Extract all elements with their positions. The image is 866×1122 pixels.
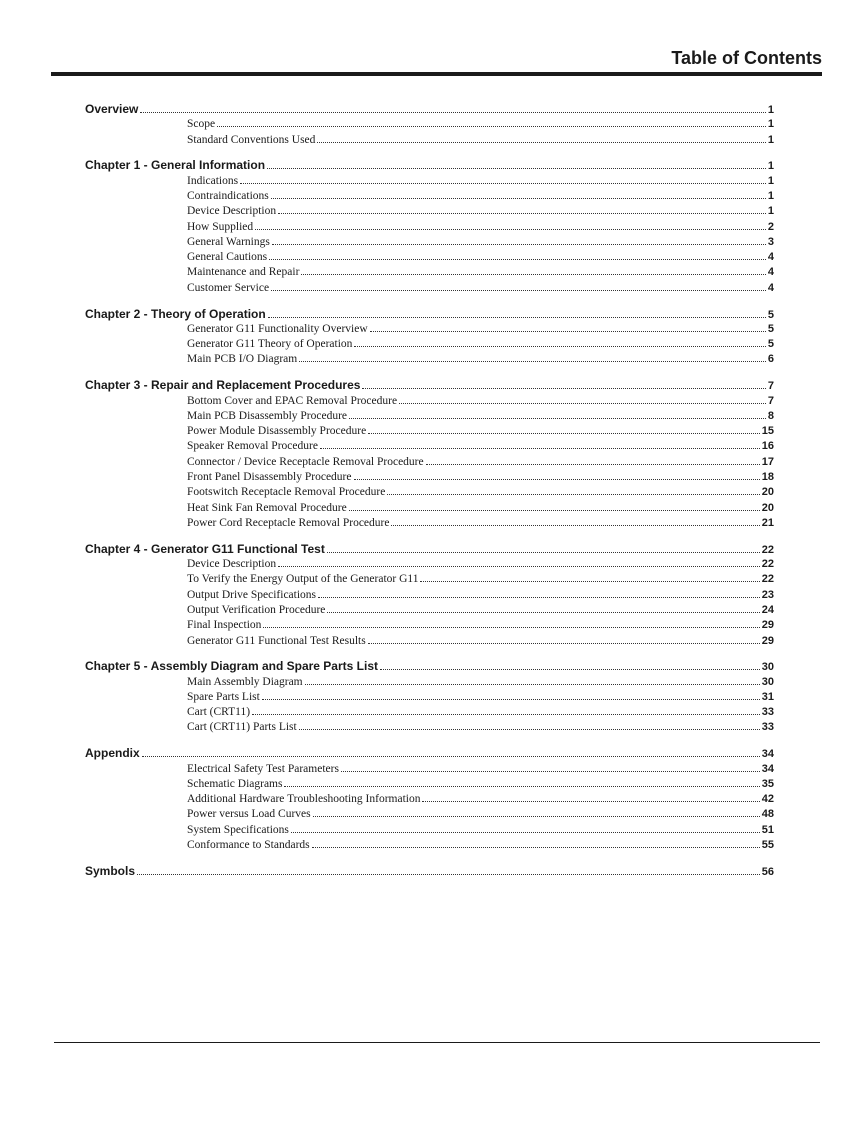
toc-entry[interactable] — [85, 516, 774, 531]
toc-entry-title: Front Panel Disassembly Procedure — [187, 471, 352, 484]
toc-chapter-heading-title: Chapter 1 - General Information — [85, 158, 266, 173]
toc-entry[interactable] — [85, 675, 774, 690]
toc-entry-title: To Verify the Energy Output of the Generator G11 — [187, 573, 419, 586]
dot-leader — [354, 346, 765, 347]
toc-entry-page-number: 1 — [767, 133, 774, 146]
toc-entry-page-number: 1 — [767, 189, 774, 202]
toc-entry[interactable] — [85, 409, 774, 424]
dot-leader — [387, 494, 759, 495]
toc-entry-page-number: 34 — [761, 762, 774, 775]
toc-entry-title: Device Description — [187, 205, 277, 218]
dot-leader — [262, 699, 760, 700]
toc-chapter-heading-page-number: 1 — [767, 160, 774, 173]
footer-rule — [54, 1042, 820, 1043]
toc-entry-page-number: 15 — [761, 425, 774, 438]
dot-leader — [305, 684, 760, 685]
toc-entry-title: How Supplied — [187, 220, 254, 233]
dot-leader — [278, 566, 760, 567]
toc-entry-title: Cart (CRT11) Parts List — [187, 721, 297, 734]
toc-entry-page-number: 1 — [767, 118, 774, 131]
dot-leader — [380, 669, 760, 670]
toc-chapter-heading-title: Chapter 2 - Theory of Operation — [85, 306, 266, 321]
dot-leader — [317, 142, 765, 143]
toc-entry-title: Main PCB I/O Diagram — [187, 353, 298, 366]
toc-section — [85, 102, 774, 148]
toc-entry-page-number: 1 — [767, 174, 774, 187]
toc-entry-page-number: 20 — [761, 501, 774, 514]
toc-entry[interactable] — [85, 281, 774, 296]
toc-entry-title: General Warnings — [187, 235, 270, 248]
toc-entry[interactable] — [85, 424, 774, 439]
dot-leader — [217, 126, 766, 127]
dot-leader — [320, 448, 760, 449]
toc-entry-title: Main Assembly Diagram — [187, 675, 303, 688]
toc-entry-page-number: 1 — [767, 205, 774, 218]
toc-entry-page-number: 7 — [767, 394, 774, 407]
toc-entry-page-number: 20 — [761, 486, 774, 499]
toc-entry-title: Power Cord Receptacle Removal Procedure — [187, 516, 390, 529]
toc-chapter-heading-title: Overview — [85, 102, 139, 116]
dot-leader — [312, 847, 760, 848]
toc-entry-page-number: 31 — [761, 690, 774, 703]
toc-chapter-heading-title: Appendix — [85, 746, 140, 761]
dot-leader — [271, 290, 766, 291]
toc-entry-page-number: 33 — [761, 721, 774, 734]
toc-chapter-heading[interactable] — [85, 659, 774, 674]
toc-entry-title: Output Drive Specifications — [187, 588, 317, 601]
toc-entry-title: Conformance to Standards — [187, 839, 310, 852]
dot-leader — [391, 525, 759, 526]
toc-entry-page-number: 5 — [767, 322, 774, 335]
toc-entry-title: Maintenance and Repair — [187, 266, 300, 279]
dot-leader — [313, 816, 760, 817]
toc-entry-title: Spare Parts List — [187, 690, 260, 703]
toc-entry-title: Speaker Removal Procedure — [187, 440, 318, 453]
toc-entry[interactable] — [85, 572, 774, 587]
dot-leader — [354, 479, 760, 480]
dot-leader — [299, 729, 760, 730]
toc-section — [85, 542, 774, 649]
toc-entry[interactable] — [85, 720, 774, 735]
toc-entry[interactable] — [85, 204, 774, 219]
toc-entry[interactable] — [85, 807, 774, 822]
page-title: Table of Contents — [671, 48, 822, 68]
dot-leader — [426, 464, 760, 465]
toc-chapter-heading-page-number: 7 — [767, 380, 774, 393]
toc-entry[interactable] — [85, 174, 774, 189]
dot-leader — [362, 388, 765, 389]
toc-section — [85, 864, 774, 879]
toc-chapter-heading[interactable] — [85, 378, 774, 393]
dot-leader — [341, 771, 760, 772]
toc-entry[interactable] — [85, 792, 774, 807]
toc-chapter-heading-page-number: 1 — [767, 104, 774, 116]
toc-entry-title: Generator G11 Functionality Overview — [187, 322, 368, 335]
toc-entry[interactable] — [85, 485, 774, 500]
toc-entry-title: Power versus Load Curves — [187, 808, 311, 821]
toc-chapter-heading[interactable] — [85, 307, 774, 322]
toc-chapter-heading-page-number: 56 — [761, 865, 774, 878]
dot-leader — [422, 801, 759, 802]
dot-leader — [349, 510, 760, 511]
dot-leader — [267, 168, 766, 169]
toc-entry-title: Output Verification Procedure — [187, 603, 326, 616]
toc-entry-page-number: 2 — [767, 220, 774, 233]
toc-entry-title: Connector / Device Receptacle Removal Procedure — [187, 455, 424, 468]
toc-chapter-heading-title: Chapter 5 - Assembly Diagram and Spare Parts List — [85, 659, 378, 674]
dot-leader — [420, 581, 759, 582]
toc-entry-title: Contraindications — [187, 189, 269, 202]
dot-leader — [368, 433, 760, 434]
table-of-contents — [85, 102, 774, 890]
dot-leader — [268, 317, 766, 318]
toc-entry-page-number: 6 — [767, 353, 774, 366]
toc-chapter-heading-title: Symbols — [85, 863, 136, 878]
toc-entry[interactable] — [85, 322, 774, 337]
toc-entry[interactable] — [85, 220, 774, 235]
toc-entry[interactable] — [85, 777, 774, 792]
toc-entry[interactable] — [85, 470, 774, 485]
toc-chapter-heading[interactable] — [85, 102, 774, 117]
toc-entry-page-number: 18 — [761, 471, 774, 484]
toc-entry-page-number: 22 — [761, 558, 774, 571]
toc-entry[interactable] — [85, 394, 774, 409]
dot-leader — [301, 274, 765, 275]
toc-chapter-heading-title: Chapter 4 - Generator G11 Functional Test — [85, 541, 325, 556]
toc-entry-title: Power Module Disassembly Procedure — [187, 425, 367, 438]
toc-chapter-heading[interactable] — [85, 158, 774, 173]
dot-leader — [299, 361, 766, 362]
toc-entry-page-number: 21 — [761, 516, 774, 529]
toc-entry-page-number: 5 — [767, 338, 774, 351]
toc-entry-title: Standard Conventions Used — [187, 133, 316, 146]
dot-leader — [272, 244, 766, 245]
toc-entry[interactable] — [85, 455, 774, 470]
toc-entry-title: Indications — [187, 174, 239, 187]
toc-entry-page-number: 8 — [767, 409, 774, 422]
toc-chapter-heading-page-number: 22 — [761, 543, 774, 556]
toc-entry-page-number: 23 — [761, 588, 774, 601]
toc-entry-page-number: 3 — [767, 235, 774, 248]
toc-entry[interactable] — [85, 634, 774, 649]
dot-leader — [252, 714, 760, 715]
toc-entry-page-number: 24 — [761, 603, 774, 616]
dot-leader — [327, 552, 760, 553]
toc-entry-page-number: 51 — [761, 823, 774, 836]
dot-leader — [269, 259, 766, 260]
toc-chapter-heading-title: Chapter 3 - Repair and Replacement Procedures — [85, 378, 361, 393]
toc-entry[interactable] — [85, 189, 774, 204]
toc-section — [85, 659, 774, 735]
toc-entry-title: Schematic Diagrams — [187, 777, 283, 790]
header-rule — [51, 72, 822, 76]
toc-entry-page-number: 48 — [761, 808, 774, 821]
toc-entry-title: Additional Hardware Troubleshooting Information — [187, 793, 421, 806]
toc-entry-page-number: 55 — [761, 839, 774, 852]
dot-leader — [278, 213, 766, 214]
toc-chapter-heading[interactable] — [85, 542, 774, 557]
toc-entry-title: System Specifications — [187, 823, 289, 836]
toc-entry[interactable] — [85, 823, 774, 838]
dot-leader — [327, 612, 759, 613]
toc-entry-page-number: 33 — [761, 706, 774, 719]
dot-leader — [255, 229, 766, 230]
toc-section — [85, 746, 774, 853]
toc-entry-page-number: 4 — [767, 251, 774, 264]
toc-chapter-heading[interactable] — [85, 864, 774, 879]
toc-entry-page-number: 42 — [761, 793, 774, 806]
toc-entry-title: Main PCB Disassembly Procedure — [187, 409, 348, 422]
toc-entry-page-number: 35 — [761, 777, 774, 790]
toc-entry-title: Customer Service — [187, 281, 270, 294]
toc-entry-title: Final Inspection — [187, 619, 262, 632]
toc-entry[interactable] — [85, 235, 774, 250]
toc-entry-title: Heat Sink Fan Removal Procedure — [187, 501, 347, 514]
toc-chapter-heading[interactable] — [85, 746, 774, 761]
toc-entry-page-number: 17 — [761, 455, 774, 468]
dot-leader — [137, 874, 760, 875]
toc-entry[interactable] — [85, 588, 774, 603]
toc-entry[interactable] — [85, 705, 774, 720]
toc-entry-title: General Cautions — [187, 251, 268, 264]
dot-leader — [318, 597, 760, 598]
dot-leader — [140, 112, 766, 113]
toc-entry[interactable] — [85, 265, 774, 280]
toc-entry-title: Scope — [187, 118, 216, 131]
toc-entry-page-number: 4 — [767, 266, 774, 279]
toc-entry-title: Electrical Safety Test Parameters — [187, 762, 339, 775]
dot-leader — [368, 643, 760, 644]
toc-entry[interactable] — [85, 618, 774, 633]
toc-chapter-heading-page-number: 5 — [767, 308, 774, 321]
toc-section — [85, 158, 774, 296]
dot-leader — [370, 331, 766, 332]
dot-leader — [349, 418, 766, 419]
toc-entry-title: Bottom Cover and EPAC Removal Procedure — [187, 394, 398, 407]
dot-leader — [240, 183, 766, 184]
toc-entry-page-number: 30 — [761, 675, 774, 688]
dot-leader — [291, 832, 760, 833]
dot-leader — [399, 403, 766, 404]
toc-entry-page-number: 16 — [761, 440, 774, 453]
toc-entry[interactable] — [85, 557, 774, 572]
toc-entry-title: Cart (CRT11) — [187, 706, 251, 719]
toc-entry[interactable] — [85, 117, 774, 132]
toc-entry[interactable] — [85, 762, 774, 777]
toc-entry-title: Device Description — [187, 558, 277, 571]
toc-entry[interactable] — [85, 133, 774, 148]
dot-leader — [263, 627, 759, 628]
toc-entry-page-number: 4 — [767, 281, 774, 294]
toc-chapter-heading-page-number: 30 — [761, 661, 774, 674]
toc-entry-page-number: 29 — [761, 619, 774, 632]
dot-leader — [284, 786, 759, 787]
dot-leader — [271, 198, 766, 199]
toc-entry-title: Generator G11 Theory of Operation — [187, 338, 353, 351]
toc-entry[interactable] — [85, 352, 774, 367]
toc-entry[interactable] — [85, 603, 774, 618]
toc-entry[interactable] — [85, 838, 774, 853]
toc-chapter-heading-page-number: 34 — [761, 748, 774, 761]
toc-section — [85, 378, 774, 531]
dot-leader — [142, 756, 760, 757]
toc-entry[interactable] — [85, 501, 774, 516]
toc-entry-page-number: 22 — [761, 573, 774, 586]
toc-entry[interactable] — [85, 690, 774, 705]
toc-entry-title: Generator G11 Functional Test Results — [187, 634, 366, 647]
toc-entry[interactable] — [85, 250, 774, 265]
toc-entry-title: Footswitch Receptacle Removal Procedure — [187, 486, 386, 499]
toc-entry-page-number: 29 — [761, 634, 774, 647]
toc-entry[interactable] — [85, 439, 774, 454]
toc-entry[interactable] — [85, 337, 774, 352]
toc-section — [85, 307, 774, 368]
